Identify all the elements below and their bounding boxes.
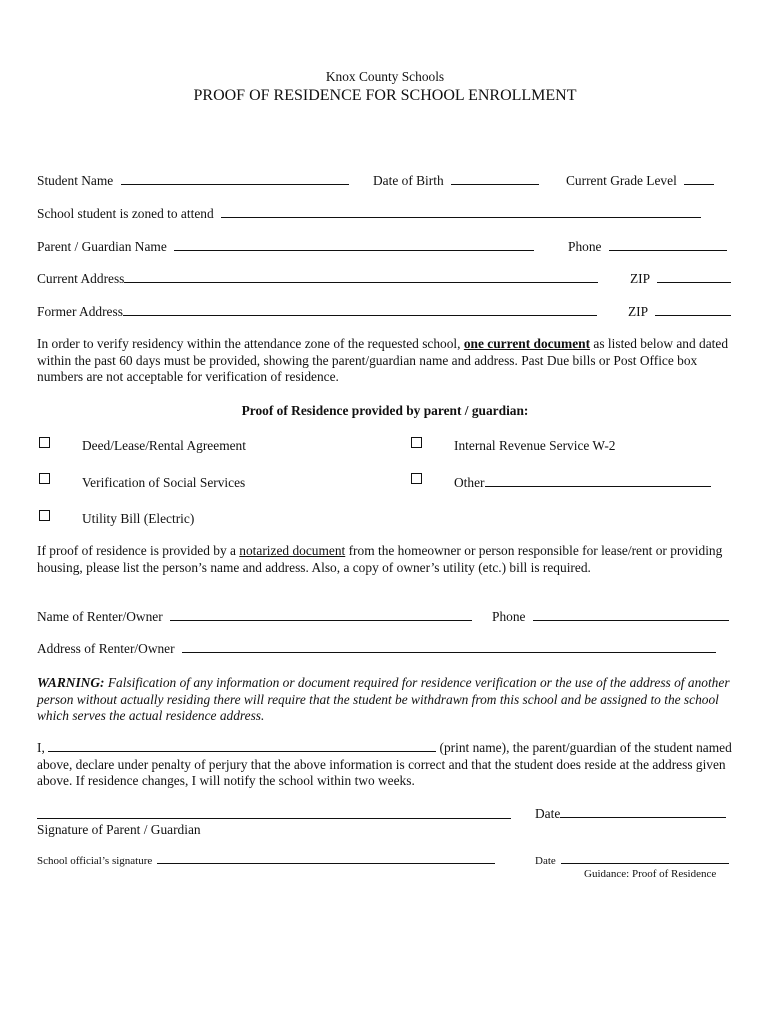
declaration-prefix: I, xyxy=(37,740,45,755)
official-date-label: Date xyxy=(535,855,556,867)
parent-name-row xyxy=(37,239,534,255)
dob-field[interactable] xyxy=(451,173,539,185)
grade-field[interactable] xyxy=(684,173,714,185)
phone-label: Phone xyxy=(568,239,602,254)
current-zip-label: ZIP xyxy=(630,271,650,286)
utility-bill-checkbox[interactable] xyxy=(39,510,50,521)
parent-date-row xyxy=(535,806,726,822)
intro-emphasis: one current document xyxy=(463,336,591,351)
notarized-underlined: notarized document xyxy=(239,543,346,558)
deed-checkbox[interactable] xyxy=(39,437,50,448)
former-zip-field[interactable] xyxy=(655,304,731,316)
print-name-field[interactable] xyxy=(48,740,436,752)
renter-address-row xyxy=(37,641,716,657)
former-zip-label: ZIP xyxy=(628,304,648,319)
renter-phone-label: Phone xyxy=(492,609,526,624)
form-title: PROOF OF RESIDENCE FOR SCHOOL ENROLLMENT xyxy=(193,87,577,104)
zoned-school-field[interactable] xyxy=(221,206,701,218)
declaration-paragraph xyxy=(37,740,737,790)
renter-address-label: Address of Renter/Owner xyxy=(37,641,175,656)
renter-phone-field[interactable] xyxy=(533,609,729,621)
current-zip-field[interactable] xyxy=(657,271,731,283)
warning-text: Falsification of any information or document required for residence verification or the use of the address of another person without actually residing there will require that the student be withdrawn from this school and be assigned to the school which serves the actual residence address. xyxy=(37,675,730,723)
parent-date-field[interactable] xyxy=(560,806,726,818)
official-date-field[interactable] xyxy=(561,854,729,864)
footer-guidance: Guidance: Proof of Residence xyxy=(584,868,717,880)
current-zip-row xyxy=(630,271,731,287)
former-address-field[interactable] xyxy=(123,304,597,316)
grade-label: Current Grade Level xyxy=(566,173,677,188)
parent-signature-line[interactable] xyxy=(37,818,511,819)
notarized-text-1: If proof of residence is provided by a xyxy=(37,543,240,558)
renter-name-field[interactable] xyxy=(170,609,472,621)
notarized-paragraph xyxy=(37,543,737,576)
current-address-row xyxy=(37,271,598,287)
former-zip-row xyxy=(628,304,731,320)
official-signature-label: School official’s signature xyxy=(37,855,153,867)
student-name-field[interactable] xyxy=(121,173,349,185)
deed-label: Deed/Lease/Rental Agreement xyxy=(82,438,246,453)
irs-label: Internal Revenue Service W-2 xyxy=(454,438,616,453)
other-field[interactable] xyxy=(485,475,711,487)
parent-date-label: Date xyxy=(535,806,561,821)
org-name: Knox County Schools xyxy=(325,69,445,84)
notarized-text-2: from the homeowner or person responsible for lease/rent or providing housing, please list the person’s name and address. Also, a copy of owner’s utility (etc.) bill is required. xyxy=(37,543,723,575)
dob-row xyxy=(373,173,539,189)
current-address-label: Current Address xyxy=(37,271,125,286)
renter-phone-row xyxy=(492,609,729,625)
declaration-text: (print name), the parent/guardian of the student named above, declare under penalty of perjury that the above information is correct and that the student does reside at the address given above. If residence changes, I will notify the school within two weeks. xyxy=(37,740,732,788)
intro-text-2: as listed below and dated within the past 60 days must be provided, showing the parent/guardian name and address. Past Due bills or Post Office box numbers are not acceptable for verification of residence. xyxy=(37,336,729,384)
proof-heading: Proof of Residence provided by parent / guardian: xyxy=(241,403,529,418)
other-row xyxy=(454,475,711,491)
parent-name-label: Parent / Guardian Name xyxy=(37,239,167,254)
official-signature-field[interactable] xyxy=(157,854,495,864)
phone-field[interactable] xyxy=(609,239,727,251)
dob-label: Date of Birth xyxy=(373,173,444,188)
social-services-checkbox[interactable] xyxy=(39,473,50,484)
former-address-row xyxy=(37,304,597,320)
intro-paragraph xyxy=(37,336,737,386)
parent-signature-label: Signature of Parent / Guardian xyxy=(37,822,201,837)
phone-row xyxy=(568,239,727,255)
intro-text-1: In order to verify residency within the attendance zone of the requested school, xyxy=(37,336,464,351)
warning-paragraph xyxy=(37,675,737,725)
former-address-label: Former Address xyxy=(37,304,123,319)
renter-name-label: Name of Renter/Owner xyxy=(37,609,163,624)
student-name-label: Student Name xyxy=(37,173,114,188)
official-signature-row xyxy=(37,853,495,869)
parent-name-field[interactable] xyxy=(174,239,534,251)
zoned-school-row xyxy=(37,206,701,222)
renter-name-row xyxy=(37,609,472,625)
utility-bill-label: Utility Bill (Electric) xyxy=(82,511,195,526)
student-name-row xyxy=(37,173,349,189)
grade-row xyxy=(566,173,714,189)
renter-address-field[interactable] xyxy=(182,641,716,653)
other-checkbox[interactable] xyxy=(411,473,422,484)
warning-label: WARNING: xyxy=(37,675,105,690)
current-address-field[interactable] xyxy=(124,271,598,283)
social-services-label: Verification of Social Services xyxy=(82,475,246,490)
other-label: Other xyxy=(454,475,485,490)
irs-checkbox[interactable] xyxy=(411,437,422,448)
zoned-school-label: School student is zoned to attend xyxy=(37,206,214,221)
